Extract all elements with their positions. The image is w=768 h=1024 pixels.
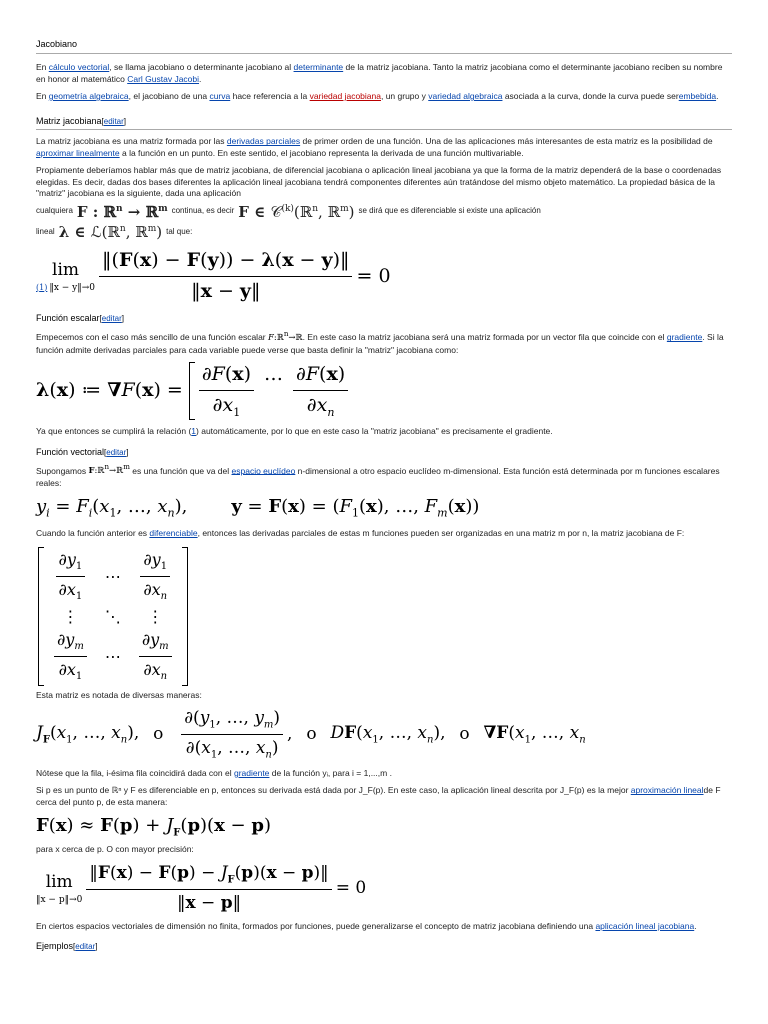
link-aproximacion-lineal[interactable]: aproximación lineal (630, 785, 704, 796)
section-heading-funcion-vectorial: Función vectorial[editar] (36, 446, 129, 457)
link-curva[interactable]: curva (209, 91, 231, 102)
page-title: Jacobiano (36, 38, 732, 54)
equation-gradient: λ(x) ≔ ∇F(x) = $\frac{\partial F(x)}{\partial x_1}$ … $\frac{\partial F(x)}{\partial x_n}$ (36, 362, 732, 420)
escalar-paragraph-1: Empecemos con el caso más sencillo de una función escalar F:ℝ$^n$→ℝ. En este caso la matriz jacobiana será una matriz formada por un vector fila que coincide con el gradiente. Si la función admite derivadas parciales para cada variable puede verse que basta definir la "matriz" jacobiana como: (36, 329, 724, 355)
link-determinante[interactable]: determinante (293, 62, 344, 73)
vectorial-paragraph-4: Nótese que la fila, i-ésima fila coincidirá dada con el gradiente de la función yᵢ, para i = 1,...,m . (36, 767, 392, 778)
equation-1-limit: lim (1) ‖x − y‖→0 $\frac{‖(F(x) - F(y)) - \lambda(x - y)‖}{‖x - y‖}$ = 0 (36, 248, 732, 304)
link-geometria-algebraica[interactable]: geometría algebraica (48, 91, 129, 102)
link-variedad-jacobiana[interactable]: variedad jacobiana (309, 91, 381, 102)
lineal-line: lineal λ ∈ ℒ(ℝ$^n$, ℝ$^m$) tal que: (36, 222, 193, 241)
link-aplicacion-lineal-jacobiana[interactable]: aplicación lineal jacobiana (595, 920, 695, 931)
edit-link-escalar[interactable]: editar (101, 314, 122, 324)
vectorial-paragraph-2: Cuando la función anterior es diferenciable, entonces las derivadas parciales de estas m funciones pueden ser organizadas en una matriz m por n, la matriz jacobiana de F: (36, 527, 685, 538)
limit-operator: lim (1) ‖x − y‖→0 (36, 259, 96, 293)
jacobian-matrix: $\frac{\partial y_1}{\partial x_1}$ ⋯ $\frac{\partial y_1}{\partial x_n}$ ⋮ ⋱ ⋮ $\frac{\partial y_m}{\partial x_1}$ ⋯ $\frac{\partial y_m}{\partial x_n}$ (38, 547, 188, 685)
equation-linear-approximation: $F(x) \approx F(p) + J_F(p)(x - p)$ (36, 815, 271, 839)
vectorial-paragraph-1: Supongamos F:ℝ$^n$→ℝ$^m$ es una función que va del espacio euclídeo n-dimensional a otro espacio euclídeo m-dimensional. Esta función está determinada por m funciones escalares reales: (36, 462, 720, 488)
gradient-row-vector: $\frac{\partial F(x)}{\partial x_1}$ … $\frac{\partial F(x)}{\partial x_n}$ (189, 362, 352, 420)
link-derivadas-parciales[interactable]: derivadas parciales (226, 136, 301, 147)
link-calculo-vectorial[interactable]: cálculo vectorial (48, 62, 110, 73)
link-diferenciable[interactable]: diferenciable (149, 527, 198, 538)
formula-f-map: F : ℝ$^n$ → ℝ$^m$ (76, 202, 168, 221)
vectorial-paragraph-5: Si p es un punto de ℝⁿ y F es diferenciable en p, entonces su derivada está dada por J_F(p). En este caso, la aplicación lineal descrita por J_F(p) es la mejor aproximación linealde F cerca del punto p, de esta manera: (36, 785, 721, 807)
link-gradiente[interactable]: gradiente (666, 332, 703, 343)
limit-operator-2: lim ‖x − p‖→0 (36, 871, 83, 905)
link-equation-1[interactable]: 1 (191, 426, 197, 437)
equation-1-fraction: $\frac{‖(F(x) - F(y)) - \lambda(x - y)‖}{‖x - y‖}$ (99, 248, 352, 304)
equation-precise-limit: lim ‖x − p‖→0 $\frac{‖F(x) - F(p) - J_F(p)(x - p)‖}{‖x - p‖}$ = 0 (36, 862, 367, 913)
formula-f-vector: F:ℝ$^n$→ℝ$^m$ (88, 462, 130, 477)
continuity-line: cualquiera F : ℝ$^n$ → ℝ$^m$ continua, es decir F ∈ 𝒞$^{(k)}$(ℝ$^n$, ℝ$^m$) se dirá que es diferenciable si existe una aplicación (36, 202, 541, 221)
vectorial-paragraph-7: En ciertos espacios vectoriales de dimensión no finita, formados por funciones, puede generalizarse el concepto de matriz jacobiana definiendo una aplicación lineal jacobiana. (36, 920, 697, 931)
equation-number-1: (1) (36, 282, 48, 292)
intro-paragraph-1: En cálculo vectorial, se llama jacobiano o determinante jacobiano al determinante de la matriz jacobiana. Tanto la matriz jacobiana como el determinante jacobiano reciben su nombre en honor al matemático Carl Gustav Jacobi. (36, 62, 723, 84)
section-heading-matriz-jacobiana: Matriz jacobiana[editar] (36, 115, 732, 131)
edit-link-matriz[interactable]: editar (103, 116, 124, 126)
matriz-paragraph-1: La matriz jacobiana es una matriz formada por las derivadas parciales de primer orden de una función. Una de las aplicaciones más interesantes de esta matriz es la posibilidad de aproximar linealmente a la función en un punto. En este sentido, el jacobiano representa la derivada de una función multivariable. (36, 136, 713, 158)
section-heading-ejemplos: Ejemplos[editar] (36, 941, 98, 952)
formula-lambda-in-l: λ ∈ ℒ(ℝ$^n$, ℝ$^m$) (58, 222, 163, 241)
intro-paragraph-2: En geometría algebraica, el jacobiano de una curva hace referencia a la variedad jacobiana, un grupo y variedad algebraica asociada a la curva, donde la curva puede serembebida. (36, 91, 719, 102)
edit-section-link: [editar] (101, 116, 127, 126)
link-gradiente-2[interactable]: gradiente (233, 767, 270, 778)
link-carl-gustav-jacobi[interactable]: Carl Gustav Jacobi (127, 73, 200, 84)
link-espacio-euclideo[interactable]: espacio euclídeo (231, 465, 296, 476)
escalar-paragraph-2: Ya que entonces se cumplirá la relación (1) automáticamente, por lo que en este caso la "matriz jacobiana" es precisamente el gradiente. (36, 426, 553, 437)
vectorial-paragraph-3: Esta matriz es notada de diversas maneras: (36, 689, 202, 700)
link-aproximar-linealmente[interactable]: aproximar linealmente (36, 147, 120, 158)
formula-f-scalar: F (267, 333, 274, 344)
edit-link-vectorial[interactable]: editar (106, 447, 127, 457)
link-embebida[interactable]: embebida (678, 91, 717, 102)
equation-notations: $J_F(x_1$, …, $x_n$), o $\frac{\partial(y_1, \dots, y_m)}{\partial(x_1, \dots, x_n)}$ , o $DF(x_1$, …, $x_n$), o $\nabla F(x_1$, …, $x_n$ (36, 708, 586, 761)
edit-link-ejemplos[interactable]: editar (75, 942, 96, 952)
section-heading-funcion-escalar: Función escalar[editar] (36, 313, 125, 324)
link-variedad-algebraica[interactable]: variedad algebraica (428, 91, 503, 102)
matriz-paragraph-2: Propiamente deberíamos hablar más que de matriz jacobiana, de diferencial jacobiana o aplicación lineal jacobiana ya que la forma de la matriz dependerá de la base o coordenadas elegidas. Es decir, dadas dos bases diferentes la aplicación lineal jacobiana tendrá componentes diferentes aún tratándose del mismo objeto matemático. La propiedad básica de la "matriz" jacobiana es la siguiente, dada una aplicación (36, 165, 722, 199)
formula-f-in-ck: F ∈ 𝒞$^{(k)}$(ℝ$^n$, ℝ$^m$) (238, 202, 355, 221)
equation-components: $y_i = F_i(x_1$, …, $x_n$), $y = F(x) = (F_1(x)$, …, $F_m(x)$) (36, 496, 480, 520)
vectorial-paragraph-6: para x cerca de p. O con mayor precisión: (36, 844, 194, 855)
